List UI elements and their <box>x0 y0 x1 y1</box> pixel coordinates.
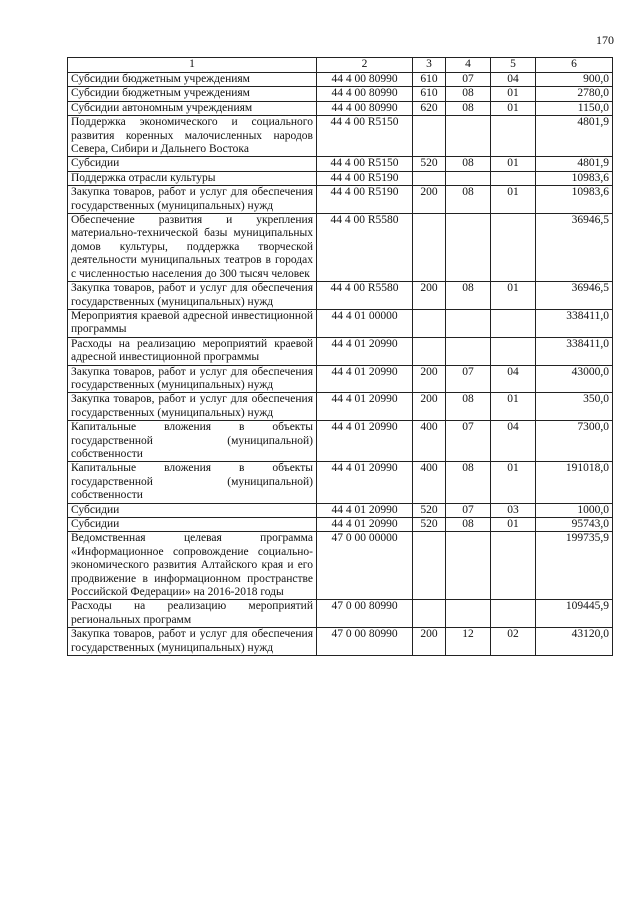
row-vr: 200 <box>413 365 446 393</box>
row-rz: 08 <box>446 393 491 421</box>
row-vr: 400 <box>413 421 446 462</box>
table-row <box>68 309 613 337</box>
table-row <box>68 186 613 214</box>
row-rz: 08 <box>446 101 491 115</box>
header-cell-3: 3 <box>413 58 446 73</box>
row-code: 44 4 00 R5580 <box>317 214 413 282</box>
row-vr: 200 <box>413 186 446 214</box>
budget-table <box>67 57 613 656</box>
table-row <box>68 337 613 365</box>
table-row <box>68 73 613 87</box>
header-cell-2: 2 <box>317 58 413 73</box>
table-header-row <box>68 58 613 73</box>
row-rz <box>446 532 491 600</box>
row-rz: 07 <box>446 73 491 87</box>
row-sum: 1150,0 <box>536 101 613 115</box>
row-name: Расходы на реализацию мероприятий краевой адресной инвестиционной программы <box>68 337 317 365</box>
row-code: 44 4 00 80990 <box>317 87 413 101</box>
row-vr <box>413 116 446 157</box>
row-sum: 10983,6 <box>536 186 613 214</box>
row-sum: 1000,0 <box>536 503 613 517</box>
table-row <box>68 421 613 462</box>
row-code: 47 0 00 00000 <box>317 532 413 600</box>
row-pr: 01 <box>491 282 536 310</box>
page-number: 170 <box>596 33 614 47</box>
row-vr <box>413 600 446 628</box>
table-row <box>68 214 613 282</box>
row-pr: 01 <box>491 186 536 214</box>
row-name: Субсидии <box>68 518 317 532</box>
row-sum: 350,0 <box>536 393 613 421</box>
row-name: Мероприятия краевой адресной инвестиционной программы <box>68 309 317 337</box>
row-sum: 95743,0 <box>536 518 613 532</box>
row-name: Субсидии автономным учреждениям <box>68 101 317 115</box>
row-name: Расходы на реализацию мероприятий региональных программ <box>68 600 317 628</box>
row-pr: 03 <box>491 503 536 517</box>
row-pr <box>491 309 536 337</box>
table-row <box>68 600 613 628</box>
row-name: Поддержка экономического и социального развития коренных малочисленных народов Севера, Сибири и Дальнего Востока <box>68 116 317 157</box>
row-rz <box>446 309 491 337</box>
row-name: Капитальные вложения в объекты государственной (муниципальной) собственности <box>68 421 317 462</box>
row-pr: 04 <box>491 421 536 462</box>
row-name: Закупка товаров, работ и услуг для обеспечения государственных (муниципальных) нужд <box>68 186 317 214</box>
row-name: Субсидии бюджетным учреждениям <box>68 87 317 101</box>
table-row <box>68 462 613 503</box>
row-name: Закупка товаров, работ и услуг для обеспечения государственных (муниципальных) нужд <box>68 628 317 656</box>
row-rz: 08 <box>446 462 491 503</box>
row-name: Закупка товаров, работ и услуг для обеспечения государственных (муниципальных) нужд <box>68 365 317 393</box>
table-row <box>68 532 613 600</box>
row-code: 44 4 00 R5190 <box>317 171 413 185</box>
table-row <box>68 87 613 101</box>
row-name: Закупка товаров, работ и услуг для обеспечения государственных (муниципальных) нужд <box>68 282 317 310</box>
row-vr: 200 <box>413 393 446 421</box>
row-vr: 520 <box>413 503 446 517</box>
row-sum: 43120,0 <box>536 628 613 656</box>
row-rz: 08 <box>446 282 491 310</box>
row-pr: 01 <box>491 87 536 101</box>
row-name: Субсидии <box>68 503 317 517</box>
row-pr: 01 <box>491 157 536 171</box>
row-code: 47 0 00 80990 <box>317 600 413 628</box>
row-code: 44 4 01 00000 <box>317 309 413 337</box>
row-name: Ведомственная целевая программа «Информационное сопровождение социально-экономического развития Алтайского края и его продвижение в информационном пространстве Российской Федерации» на 2016-2018 годы <box>68 532 317 600</box>
row-code: 47 0 00 80990 <box>317 628 413 656</box>
row-name: Субсидии бюджетным учреждениям <box>68 73 317 87</box>
row-vr: 520 <box>413 518 446 532</box>
row-vr <box>413 171 446 185</box>
row-vr: 610 <box>413 73 446 87</box>
row-rz: 08 <box>446 186 491 214</box>
row-rz: 07 <box>446 421 491 462</box>
row-rz: 08 <box>446 157 491 171</box>
row-code: 44 4 01 20990 <box>317 393 413 421</box>
row-vr <box>413 337 446 365</box>
row-pr: 01 <box>491 462 536 503</box>
row-pr: 01 <box>491 393 536 421</box>
row-rz: 07 <box>446 503 491 517</box>
row-sum: 338411,0 <box>536 337 613 365</box>
row-code: 44 4 01 20990 <box>317 462 413 503</box>
row-pr: 01 <box>491 101 536 115</box>
row-code: 44 4 01 20990 <box>317 337 413 365</box>
row-rz: 12 <box>446 628 491 656</box>
row-name: Закупка товаров, работ и услуг для обеспечения государственных (муниципальных) нужд <box>68 393 317 421</box>
row-pr: 01 <box>491 518 536 532</box>
row-code: 44 4 01 20990 <box>317 518 413 532</box>
table-row <box>68 628 613 656</box>
row-sum: 191018,0 <box>536 462 613 503</box>
row-code: 44 4 00 80990 <box>317 73 413 87</box>
row-code: 44 4 01 20990 <box>317 365 413 393</box>
table-row <box>68 282 613 310</box>
table-row <box>68 116 613 157</box>
row-code: 44 4 00 R5580 <box>317 282 413 310</box>
table-row <box>68 171 613 185</box>
header-cell-6: 6 <box>536 58 613 73</box>
row-name: Субсидии <box>68 157 317 171</box>
row-sum: 43000,0 <box>536 365 613 393</box>
row-vr: 620 <box>413 101 446 115</box>
table-row <box>68 393 613 421</box>
table-row <box>68 518 613 532</box>
row-sum: 338411,0 <box>536 309 613 337</box>
table-row <box>68 503 613 517</box>
row-sum: 109445,9 <box>536 600 613 628</box>
row-sum: 36946,5 <box>536 282 613 310</box>
row-rz <box>446 337 491 365</box>
header-cell-4: 4 <box>446 58 491 73</box>
row-sum: 199735,9 <box>536 532 613 600</box>
row-sum: 7300,0 <box>536 421 613 462</box>
header-cell-5: 5 <box>491 58 536 73</box>
row-pr <box>491 600 536 628</box>
row-vr: 520 <box>413 157 446 171</box>
row-pr <box>491 116 536 157</box>
row-vr: 200 <box>413 628 446 656</box>
table-row <box>68 101 613 115</box>
row-rz: 08 <box>446 518 491 532</box>
row-code: 44 4 00 R5150 <box>317 157 413 171</box>
row-vr <box>413 214 446 282</box>
row-pr <box>491 337 536 365</box>
row-rz <box>446 214 491 282</box>
row-name: Поддержка отрасли культуры <box>68 171 317 185</box>
row-code: 44 4 01 20990 <box>317 503 413 517</box>
row-sum: 4801,9 <box>536 157 613 171</box>
row-rz <box>446 600 491 628</box>
row-sum: 900,0 <box>536 73 613 87</box>
row-pr: 04 <box>491 73 536 87</box>
row-code: 44 4 01 20990 <box>317 421 413 462</box>
row-sum: 36946,5 <box>536 214 613 282</box>
row-sum: 2780,0 <box>536 87 613 101</box>
row-rz: 08 <box>446 87 491 101</box>
header-cell-1: 1 <box>68 58 317 73</box>
row-sum: 4801,9 <box>536 116 613 157</box>
row-rz <box>446 171 491 185</box>
row-pr <box>491 214 536 282</box>
row-rz: 07 <box>446 365 491 393</box>
row-code: 44 4 00 80990 <box>317 101 413 115</box>
row-name: Капитальные вложения в объекты государственной (муниципальной) собственности <box>68 462 317 503</box>
row-vr: 610 <box>413 87 446 101</box>
table-row <box>68 365 613 393</box>
table-row <box>68 157 613 171</box>
row-vr <box>413 309 446 337</box>
row-pr: 04 <box>491 365 536 393</box>
row-sum: 10983,6 <box>536 171 613 185</box>
row-vr: 400 <box>413 462 446 503</box>
row-pr <box>491 171 536 185</box>
row-vr: 200 <box>413 282 446 310</box>
row-pr <box>491 532 536 600</box>
row-code: 44 4 00 R5190 <box>317 186 413 214</box>
row-name: Обеспечение развития и укрепления материально-технической базы муниципальных домов культуры, поддержка творческой деятельности муниципальных театров в городах с численностью населения до 300 тысяч человек <box>68 214 317 282</box>
row-code: 44 4 00 R5150 <box>317 116 413 157</box>
row-pr: 02 <box>491 628 536 656</box>
row-vr <box>413 532 446 600</box>
row-rz <box>446 116 491 157</box>
